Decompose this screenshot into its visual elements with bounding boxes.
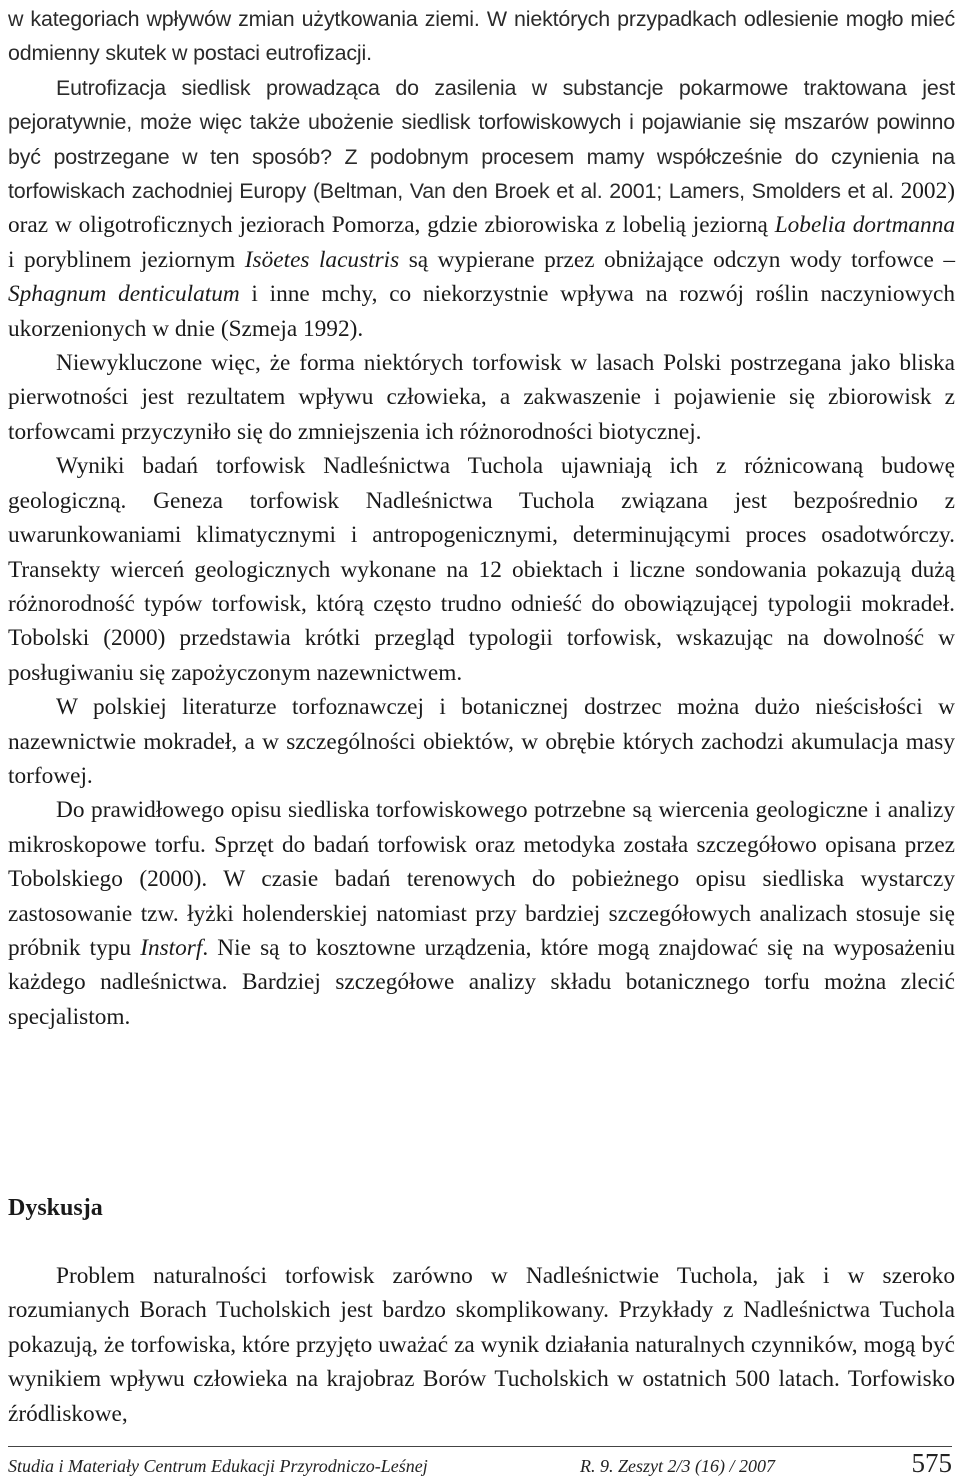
footer-journal: Studia i Materiały Centrum Edukacji Przyrodniczo-Leśnej: [8, 1456, 428, 1476]
page-number: 575: [911, 1448, 952, 1478]
paragraph-2-text-e: i inne mchy, co niekorzystnie wpływa na rozwój roślin naczyniowych ukorzenionych w dnie (Szmeja 1992).: [8, 281, 955, 342]
paragraph-4: Wyniki badań torfowisk Nadleśnictwa Tuchola ujawniają ich z różnicowaną budowę geologiczną. Geneza torfowisk Nadleśnictwa Tuchola związana jest bezpośrednio z uwarunkowaniami klimatycznymi i antropogenicznymi, determinującymi proces osadotwórczy. Transekty wierceń geologicznych wykonane na 12 obiektach i liczne sondowania pokazują dużą różnorodność typów torfowisk, którą często trudno odnieść do obowiązującej typologii mokradeł. Tobolski (2000) przedstawia krótki przegląd typologii torfowisk, wskazując na dowolność w posługiwaniu się zapożyczonym nazewnictwem.: [8, 453, 955, 686]
paragraph-6-text-a: Do prawidłowego opisu siedliska torfowiskowego potrzebne są wiercenia geologiczne i analizy mikroskopowe torfu. Sprzęt do badań torfowisk oraz metodyka została szczegółowo opisana przez Tobolskiego (2000). W czasie badań terenowych do pobieżnego opisu siedliska wystarczy zastosowanie tzw. łyżki holenderskiej natomiast przy bardziej szczegółowych analizach stosuje się próbnik typu: [8, 797, 955, 961]
paragraph-2-text-c: i poryblinem jeziornym: [8, 246, 245, 273]
instrument-instorf: Instorf: [140, 934, 203, 961]
discussion-paragraph: Problem naturalności torfowisk zarówno w Nadleśnictwie Tuchola, jak i w szeroko rozumianych Borach Tucholskich jest bardzo skomplikowany. Przykłady z Nadleśnictwa Tuchola pokazują, że torfowiska, które przyjęto uważać za wynik działania naturalnych czynników, mogą być wynikiem wpływu człowieka na krajobraz Borów Tucholskich w ostatnich 500 latach. Torfowisko źródliskowe,: [8, 1263, 955, 1427]
species-lobelia: Lobelia dortmanna: [774, 212, 956, 239]
paragraph-5: W polskiej literaturze torfoznawczej i botanicznej dostrzec można dużo nieścisłości w nazewnictwie mokradeł, a w szczególności obiektów, w obrębie których zachodzi akumulacja masy torfowej.: [8, 694, 955, 789]
paragraph-1: [8, 2, 955, 71]
species-sphagnum: Sphagnum denticulatum: [8, 281, 240, 308]
section-heading: Dyskusja: [8, 1195, 103, 1221]
paragraph-3: Niewykluczone więc, że forma niektórych torfowisk w lasach Polski postrzegana jako bliska pierwotności jest rezultatem wpływu człowieka, a zakwaszenie i pojawienie się zbiorowisk z torfowcami przyczyniło się do zmniejszenia ich różnorodności biotycznej.: [8, 350, 955, 445]
body-text: [8, 2, 955, 1034]
paragraph-2-text-d: są wypierane przez obniżające odczyn wody torfowce –: [399, 246, 955, 273]
footer-divider: [8, 1446, 952, 1447]
species-isoetes: Isöetes lacustris: [244, 246, 400, 273]
paragraph-1-text: w kategoriach wpływów zmian użytkowania ziemi. W niektórych przypadkach odlesienie mogło mieć odmienny skutek w postaci eutrofizacji.: [8, 7, 955, 66]
paragraph-2: [8, 71, 955, 346]
paragraph-6-text-b: . Nie są to kosztowne urządzenia, które mogą znajdować się na wyposażeniu każdego nadleśnictwa. Bardziej szczegółowe analizy składu botanicznego torfu można zlecić specjalistom.: [8, 934, 955, 1030]
footer-issue: R. 9. Zeszyt 2/3 (16) / 2007: [580, 1456, 775, 1476]
paragraph-6: [8, 793, 955, 1034]
paragraph-2-text-b: 2002) oraz w oligotroficznych jeziorach Pomorza, gdzie zbiorowiska z lobelią jeziorną: [8, 178, 955, 239]
discussion-section: [8, 1259, 955, 1431]
paragraph-2-sans-text: Eutrofizacja siedlisk prowadząca do zasilenia w substancje pokarmowe traktowana jest pejoratywnie, może więc także ubożenie siedlisk torfowiskowych i pojawianie się mszarów powinno być postrzegane w ten sposób? Z podobnym procesem mamy współcześnie do czynienia na torfowiskach zachodniej Europy (Beltman, Van den Broek et al. 2001; Lamers, Smolders et al.: [8, 75, 955, 204]
